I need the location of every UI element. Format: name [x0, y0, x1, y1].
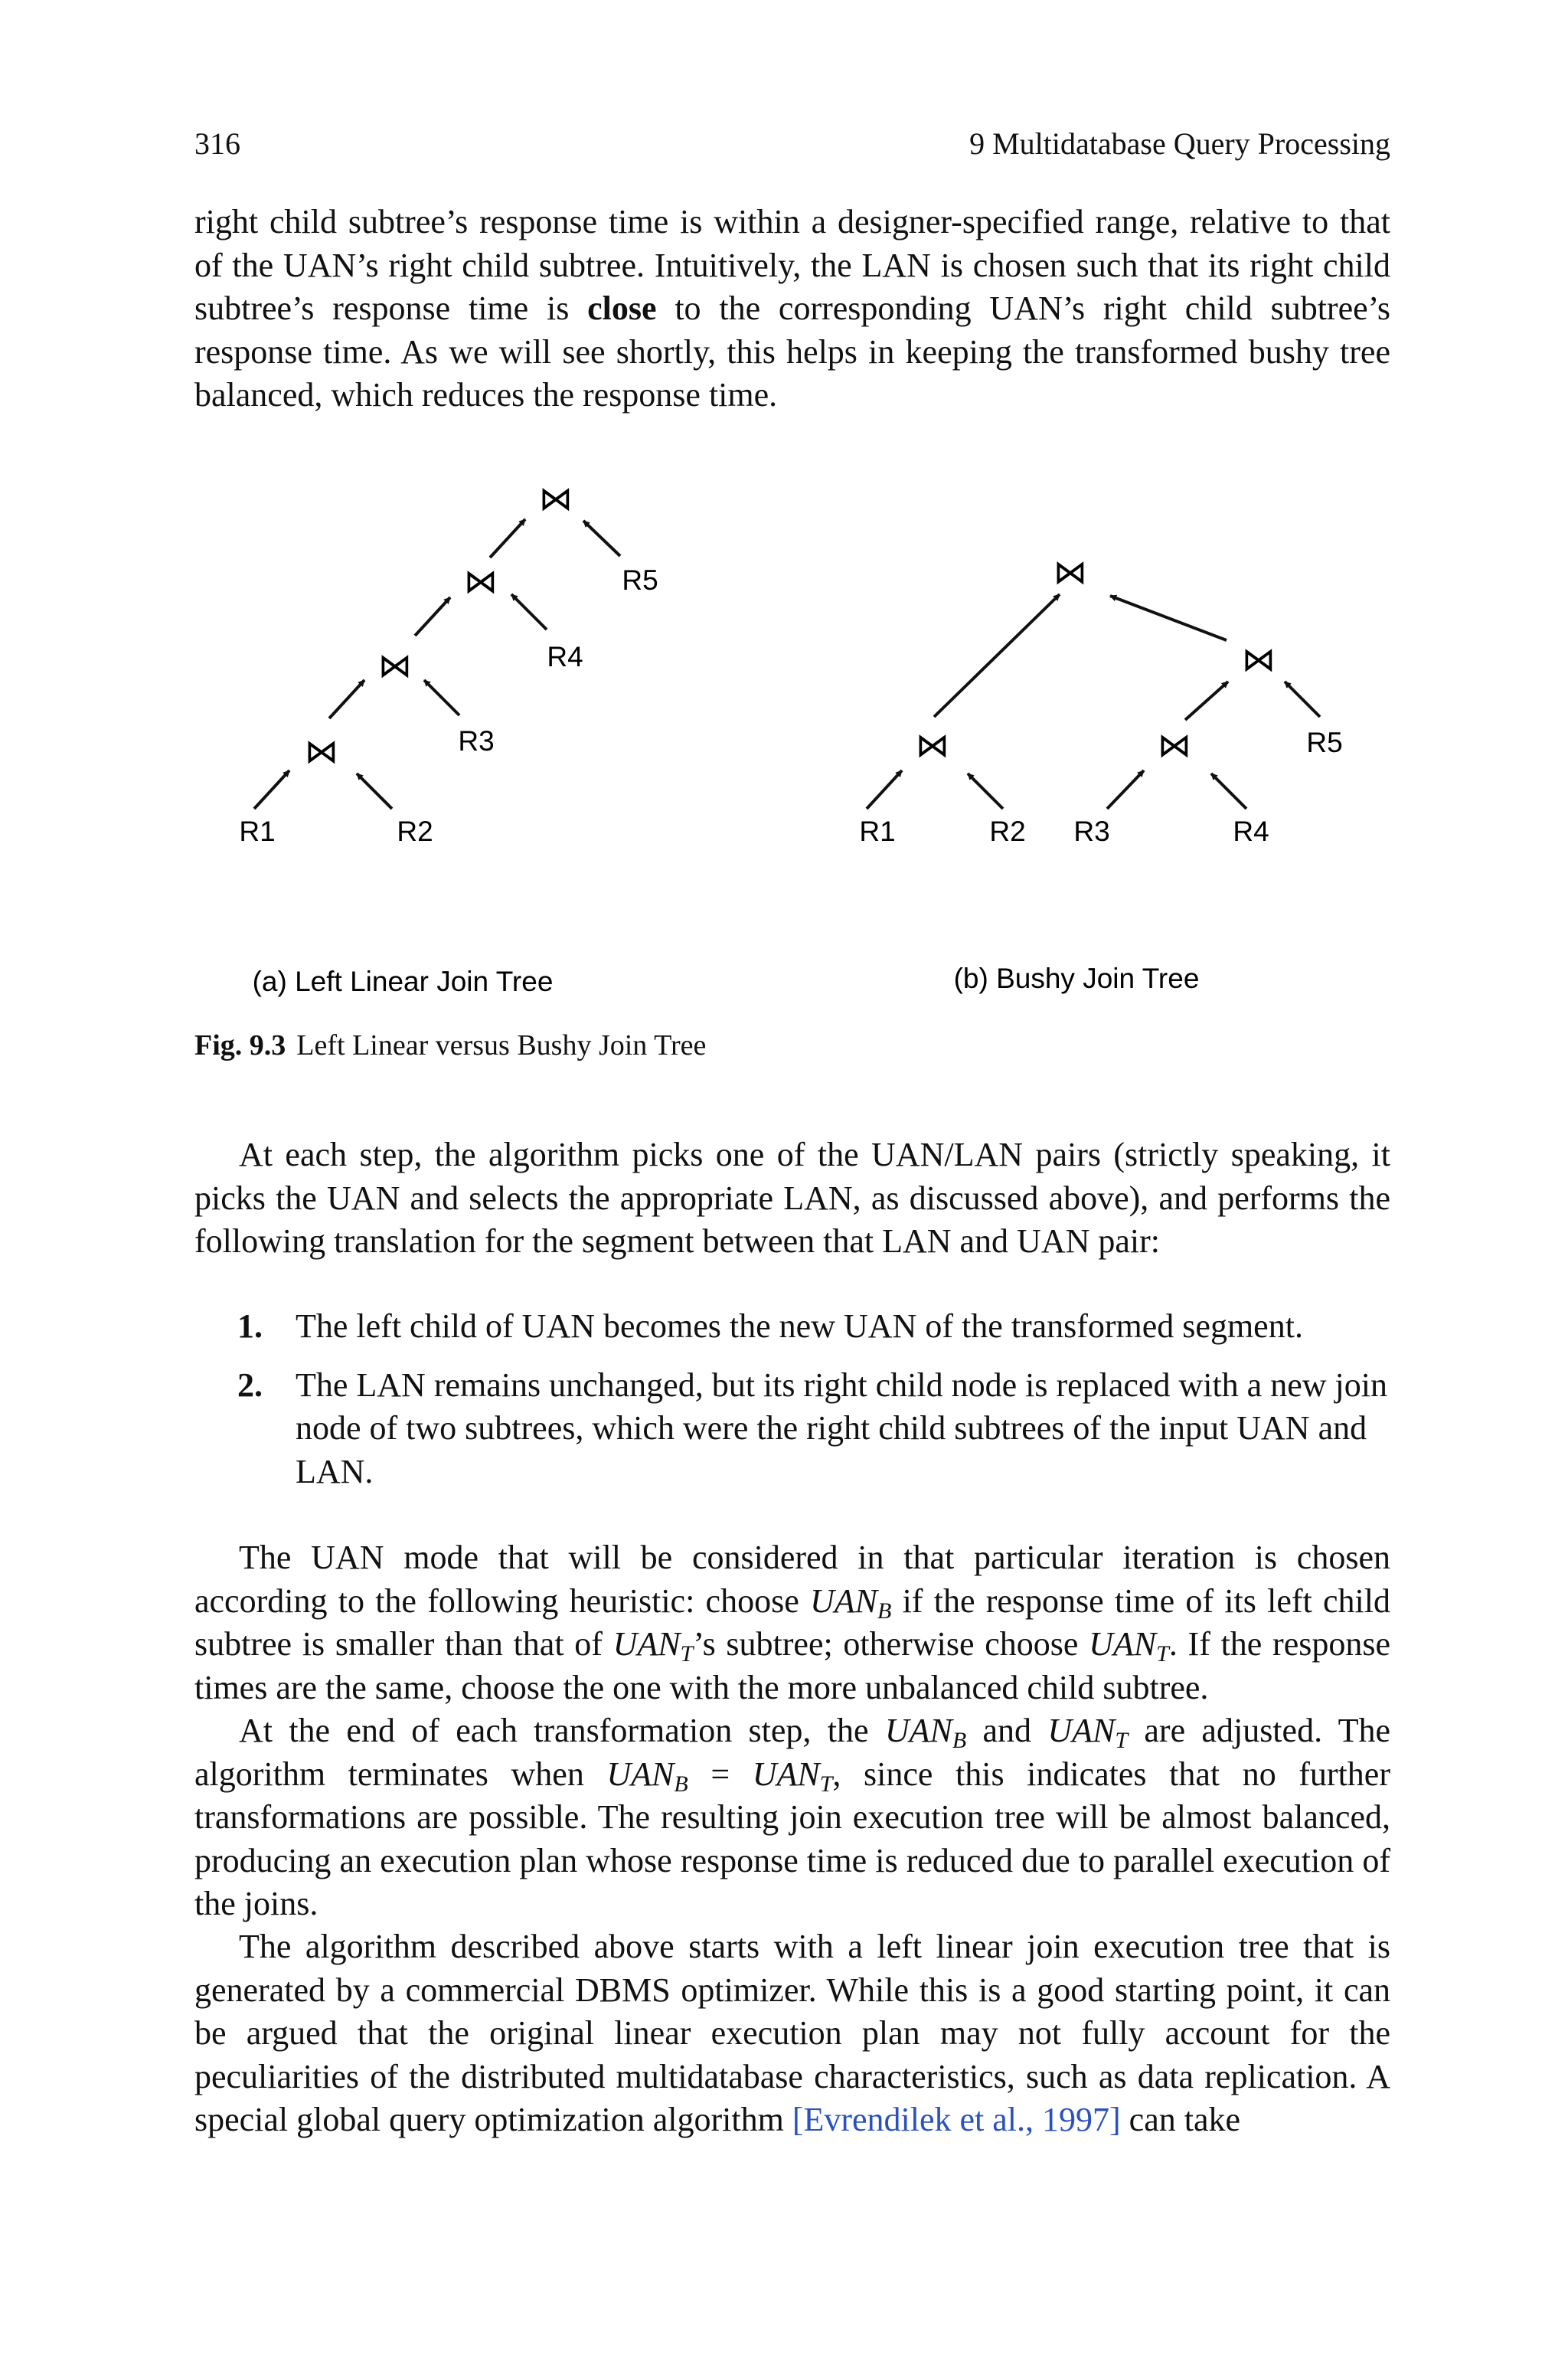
- relation-label: R1: [239, 816, 276, 847]
- math-base: UAN: [612, 1625, 681, 1663]
- paragraph-transformation-end: [194, 1709, 1390, 1926]
- list-item-text: The left child of UAN becomes the new UAN of the transformed segment.: [296, 1307, 1303, 1345]
- relation-label: R3: [1073, 816, 1110, 847]
- math-var: [810, 1582, 892, 1624]
- math-base: UAN: [810, 1582, 877, 1620]
- edge-arrow: [1211, 774, 1246, 809]
- join-trees-diagram: [194, 460, 1390, 1011]
- math-var: [606, 1755, 688, 1797]
- relation-label: R1: [859, 816, 896, 847]
- text-span: right child subtree’s response time is within a designer-specified range, relative to that of the UAN’s right child subtree. Intuitively, the LAN is chosen such that its right child subtree’s response time is: [194, 203, 1390, 327]
- edge-arrow: [511, 594, 547, 630]
- figure-caption: [194, 1028, 1390, 1063]
- join-node-symbol: ⋈: [464, 563, 498, 600]
- math-subscript: B: [952, 1728, 967, 1753]
- edge-arrow: [867, 770, 902, 809]
- list-item-text: The LAN remains unchanged, but its right child node is replaced with a new join node of two subtrees, which were the right child subtrees of the input UAN and LAN.: [296, 1366, 1387, 1490]
- math-subscript: T: [1156, 1641, 1169, 1667]
- edge-arrow: [1185, 682, 1228, 720]
- math-var: [612, 1625, 694, 1667]
- subfigure-caption-a: (a) Left Linear Join Tree: [252, 966, 554, 997]
- relation-label: R2: [989, 816, 1026, 847]
- numbered-list: [237, 1305, 1390, 1509]
- equals-sign: =: [688, 1755, 753, 1793]
- edge-arrow: [934, 594, 1060, 717]
- text-span: The algorithm described above starts with a left linear join execution tree that is generated by a commercial DBMS optimizer. While this is a good starting point, it can be argued that the original linear execution plan may not fully account for the peculiarities of the distributed multidatabase characteristics, such as data replication. A special global query optimization algorithm: [194, 1928, 1390, 2138]
- edge-arrow: [968, 774, 1003, 809]
- edge-arrow: [357, 774, 392, 809]
- join-node-symbol: ⋈: [916, 727, 949, 764]
- text-span: if the response time of its left child subtree is smaller than that of: [194, 1582, 1390, 1663]
- bold-term: close: [587, 289, 657, 327]
- figure-title: Left Linear versus Bushy Join Tree: [296, 1029, 707, 1061]
- join-node-symbol: ⋈: [1242, 641, 1276, 679]
- text-span: At the end of each transformation step, the: [239, 1712, 885, 1749]
- math-var: [1089, 1625, 1169, 1667]
- figure-join-trees: [194, 460, 1390, 1011]
- paragraph-last: [194, 1925, 1390, 2142]
- text-span: can take: [1120, 2101, 1241, 2138]
- math-subscript: B: [877, 1598, 892, 1624]
- subfigure-caption-b: (b) Bushy Join Tree: [953, 963, 1200, 994]
- math-base: UAN: [1047, 1712, 1116, 1749]
- join-node-symbol: ⋈: [1158, 727, 1191, 764]
- math-base: UAN: [606, 1755, 675, 1793]
- relation-label: R5: [1306, 727, 1343, 758]
- list-item: [237, 1305, 1390, 1349]
- edge-arrow: [1285, 682, 1320, 717]
- figure-label: Fig. 9.3: [194, 1029, 286, 1061]
- edge-arrow: [1107, 770, 1144, 809]
- relation-label: R5: [622, 564, 658, 596]
- math-subscript: T: [1115, 1728, 1129, 1753]
- text-span: The UAN mode that will be considered in that particular iteration is chosen according to the following heuristic: choose: [194, 1539, 1390, 1620]
- citation-link[interactable]: [Evrendilek et al., 1997]: [792, 2101, 1121, 2138]
- edge-arrow: [1110, 596, 1227, 640]
- math-base: UAN: [884, 1712, 952, 1749]
- join-node-symbol: ⋈: [1054, 554, 1087, 591]
- edge-arrow: [254, 770, 289, 809]
- math-subscript: B: [674, 1771, 688, 1797]
- list-item-number: 1.: [237, 1307, 263, 1345]
- join-node-symbol: ⋈: [378, 647, 412, 685]
- running-head: [194, 126, 1390, 162]
- math-subscript: T: [819, 1771, 833, 1797]
- text-span: , since this indicates that no further transformations are possible. The resulting join execution tree will be almost balanced, producing an execution plan whose response time is reduced due to parallel execution of the joins.: [194, 1755, 1390, 1922]
- paragraph-top: [194, 201, 1390, 417]
- math-base: UAN: [752, 1755, 820, 1793]
- list-item-number: 2.: [237, 1366, 263, 1404]
- text-span: . If the response times are the same, choose the one with the more unbalanced child subtree.: [194, 1625, 1391, 1706]
- math-var: [1047, 1712, 1129, 1753]
- relation-label: R3: [458, 725, 495, 757]
- join-node-symbol: ⋈: [305, 733, 338, 770]
- math-subscript: T: [680, 1641, 694, 1667]
- paragraph-uan-mode: [194, 1536, 1390, 1709]
- edge-arrow: [415, 597, 450, 636]
- left-linear-tree: [239, 480, 658, 997]
- math-base: UAN: [1089, 1625, 1157, 1663]
- relation-label: R2: [397, 816, 433, 847]
- text-span: are adjusted. The algorithm terminates when: [194, 1712, 1391, 1793]
- chapter-title: 9 Multidatabase Query Processing: [969, 126, 1390, 161]
- paragraph-step: At each step, the algorithm picks one of the UAN/LAN pairs (strictly speaking, it picks the UAN and selects the appropriate LAN, as discussed above), and performs the following translation for the segment between that LAN and UAN pair:: [194, 1136, 1390, 1260]
- join-node-symbol: ⋈: [539, 480, 573, 518]
- text-span: and: [966, 1712, 1048, 1749]
- edge-arrow: [490, 519, 525, 558]
- text-span: to the corresponding UAN’s right child subtree’s response time. As we will see shortly, this helps in keeping the transformed bushy tree balanced, which reduces the response time.: [194, 289, 1390, 414]
- list-item: [237, 1364, 1390, 1494]
- edge-arrow: [583, 521, 620, 556]
- edge-arrow: [329, 680, 364, 718]
- edge-arrow: [424, 680, 459, 715]
- math-var: [752, 1755, 833, 1797]
- page-number: 316: [194, 126, 240, 161]
- relation-label: R4: [547, 641, 583, 672]
- math-var: [884, 1712, 967, 1753]
- text-span: ’s subtree; otherwise choose: [693, 1625, 1089, 1663]
- bushy-tree: [859, 554, 1342, 994]
- relation-label: R4: [1233, 816, 1269, 847]
